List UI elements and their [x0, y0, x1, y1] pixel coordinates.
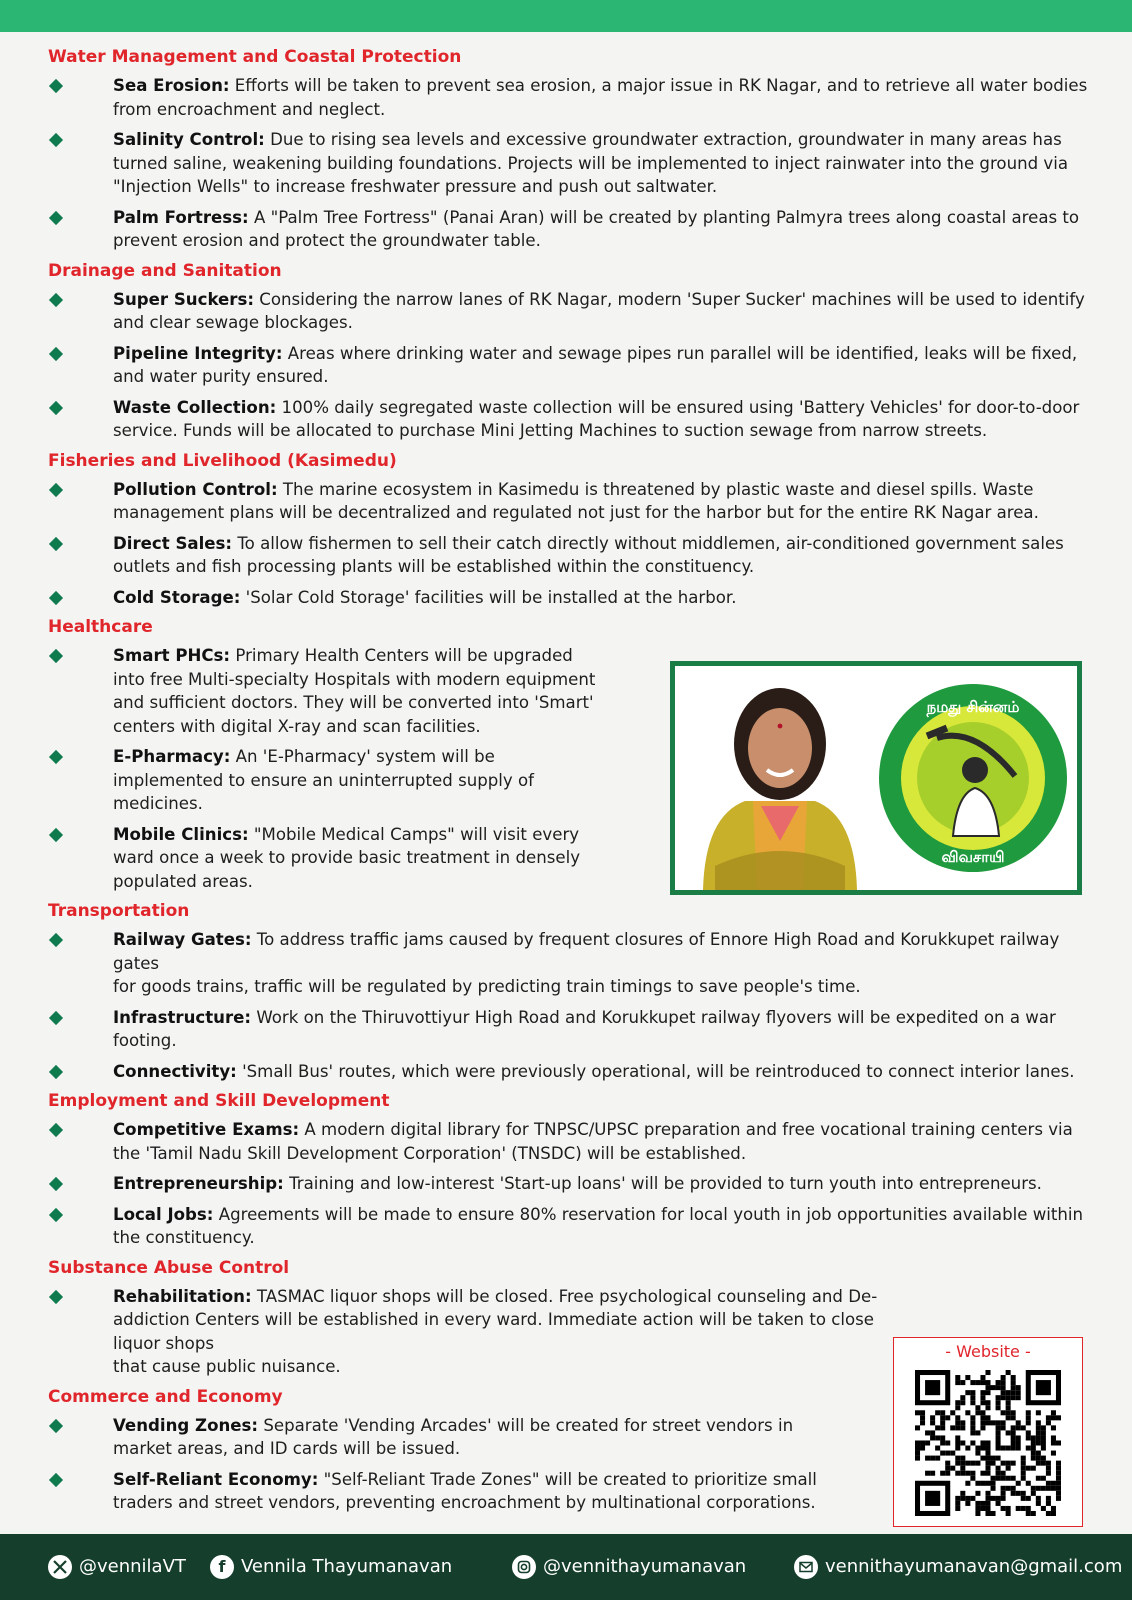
diamond-bullet-icon [49, 1418, 63, 1432]
item-text: 100% daily segregated waste collection will be ensured using 'Battery Vehicles' for door-to-door service. Funds will be allocated to purchase Mini Jetting Machines to suction sewage from narrow streets. [113, 397, 1080, 440]
list-item [48, 128, 1088, 199]
list-item [48, 396, 1088, 443]
item-label: Rehabilitation: [113, 1286, 252, 1306]
item-text: Work on the Thiruvottiyur High Road and Korukkupet railway flyovers will be expedited on a war footing. [113, 1007, 1056, 1050]
instagram-handle: @vennithayumanavan [543, 1556, 747, 1577]
list-item [48, 1118, 1088, 1165]
list-item [48, 1006, 1088, 1053]
section-title: Substance Abuse Control [48, 1257, 290, 1278]
item-label: Salinity Control: [113, 130, 265, 149]
diamond-bullet-icon [49, 1123, 63, 1137]
item-text: A "Palm Tree Fortress" (Panai Aran) will be created by planting Palmyra trees along coastal areas to prevent erosion and protect the groundwater table. [113, 207, 1080, 250]
list-item [48, 1172, 1088, 1196]
section-title: Commerce and Economy [48, 1386, 283, 1407]
item-label: Super Suckers: [113, 289, 254, 309]
diamond-bullet-icon [49, 536, 63, 550]
email-address: vennithayumanavan@gmail.com [825, 1556, 1123, 1577]
item-text-continued: that cause public nuisance. [113, 1357, 341, 1376]
list-item [48, 532, 1088, 579]
list-item [48, 1285, 888, 1379]
diamond-bullet-icon [49, 827, 63, 841]
diamond-bullet-icon [49, 1289, 63, 1303]
candidate-emblem-image [670, 661, 1082, 895]
diamond-bullet-icon [49, 79, 63, 93]
diamond-bullet-icon [49, 400, 63, 414]
item-label: Cold Storage: [113, 587, 241, 607]
item-label: Vending Zones: [113, 1415, 259, 1435]
qr-code-icon[interactable] [908, 1370, 1068, 1516]
item-text: TASMAC liquor shops will be closed. Free psychological counseling and De-addiction Centers will be established in every ward. Immediate action will be taken to close liquor shops [113, 1286, 878, 1353]
item-label: Direct Sales: [113, 533, 233, 553]
item-label: E-Pharmacy: [113, 747, 231, 766]
item-text: Primary Health Centers will be upgraded into free Multi-specialty Hospitals with modern equipment and sufficient doctors. They will be converted into 'Smart' centers with digital X-ray and scan facilities. [113, 646, 596, 736]
item-text-continued: for goods trains, traffic will be regulated by predicting train timings to save people's time. [113, 977, 861, 996]
diamond-bullet-icon [49, 1010, 63, 1024]
item-text: "Mobile Medical Camps" will visit every ward once a week to provide basic treatment in densely populated areas. [113, 824, 581, 891]
item-text: To address traffic jams caused by frequent closures of Ennore High Road and Korukkupet railway gates [113, 930, 1060, 973]
item-label: Sea Erosion: [113, 76, 230, 95]
diamond-bullet-icon [49, 346, 63, 360]
email-icon [794, 1555, 818, 1579]
diamond-bullet-icon [49, 482, 63, 496]
diamond-bullet-icon [49, 1064, 63, 1078]
facebook-name: Vennila Thayumanavan [241, 1556, 453, 1577]
candidate-photo-illustration [675, 666, 1077, 890]
item-text: An 'E-Pharmacy' system will be implemented to ensure an uninterrupted supply of medicines. [113, 747, 534, 813]
item-label: Pipeline Integrity: [113, 343, 283, 363]
list-item [48, 478, 1088, 525]
list-item [48, 823, 603, 894]
item-label: Palm Fortress: [113, 207, 249, 227]
diamond-bullet-icon [49, 1177, 63, 1191]
item-text: To allow fishermen to sell their catch directly without middlemen, air-conditioned government sales outlets and fish processing plants will be established within the constituency. [113, 533, 1064, 576]
item-text: Efforts will be taken to prevent sea erosion, a major issue in RK Nagar, and to retrieve all water bodies from encroachment and neglect. [113, 76, 1088, 119]
emblem-bottom-text: விவசாயி [941, 848, 1005, 866]
item-label: Local Jobs: [113, 1204, 214, 1224]
diamond-bullet-icon [49, 292, 63, 306]
item-label: Connectivity: [113, 1061, 237, 1081]
facebook-icon: f [210, 1555, 234, 1579]
diamond-bullet-icon [49, 590, 63, 604]
section-title: Water Management and Coastal Protection [48, 47, 462, 67]
diamond-bullet-icon [49, 210, 63, 224]
diamond-bullet-icon [49, 649, 63, 663]
top-accent-bar [0, 0, 1132, 32]
item-label: Mobile Clinics: [113, 824, 249, 844]
item-label: Waste Collection: [113, 397, 277, 417]
candidate-portrait [703, 688, 857, 890]
item-text: Areas where drinking water and sewage pipes run parallel will be identified, leaks will be fixed, and water purity ensured. [113, 343, 1078, 386]
item-text: Due to rising sea levels and excessive groundwater extraction, groundwater in many areas has turned saline, weakening building foundations. Projects will be implemented to inject rainwater into the ground via "Injection Wells" to increase freshwater pressure and push out saltwater. [113, 130, 1069, 196]
item-label: Competitive Exams: [113, 1120, 300, 1139]
item-label: Railway Gates: [113, 930, 252, 949]
footer-bar [0, 1534, 1132, 1600]
item-text: "Self-Reliant Trade Zones" will be created to prioritize small traders and street vendors, preventing encroachment by multinational corporations. [113, 1469, 817, 1512]
section-title: Fisheries and Livelihood (Kasimedu) [48, 450, 397, 471]
list-item [48, 1468, 838, 1515]
instagram-icon [512, 1555, 536, 1579]
list-item [48, 342, 1088, 389]
list-item [48, 288, 1088, 335]
item-text: The marine ecosystem in Kasimedu is threatened by plastic waste and diesel spills. Waste management plans will be decentralized and regulated not just for the harbor but for the entire RK Nagar area. [113, 479, 1039, 522]
list-item [48, 644, 603, 738]
emblem-top-text: நமது சின்னம் [926, 698, 1020, 716]
x-logo-icon [48, 1555, 72, 1579]
facebook-link[interactable] [210, 1555, 452, 1579]
section-title: Healthcare [48, 617, 153, 637]
item-label: Self-Reliant Economy: [113, 1469, 319, 1489]
list-item [48, 745, 603, 816]
qr-label: - Website - [945, 1342, 1031, 1361]
section-title: Employment and Skill Development [48, 1091, 390, 1111]
item-label: Entrepreneurship: [113, 1174, 284, 1193]
item-text: Separate 'Vending Arcades' will be created for street vendors in market areas, and ID cards will be issued. [113, 1415, 794, 1458]
diamond-bullet-icon [49, 750, 63, 764]
item-text: Agreements will be made to ensure 80% reservation for local youth in job opportunities available within the constituency. [113, 1204, 1084, 1247]
x-social-link[interactable] [48, 1555, 186, 1579]
instagram-link[interactable] [512, 1555, 746, 1579]
list-item [48, 586, 1088, 610]
list-item [48, 74, 1088, 121]
website-qr-panel[interactable] [893, 1337, 1083, 1527]
section-title: Drainage and Sanitation [48, 260, 282, 281]
list-item [48, 1060, 1088, 1084]
diamond-bullet-icon [49, 133, 63, 147]
list-item [48, 1203, 1088, 1250]
list-item [48, 1414, 838, 1461]
email-link[interactable] [794, 1555, 1122, 1579]
item-text: A modern digital library for TNPSC/UPSC preparation and free vocational training centers via the 'Tamil Nadu Skill Development Corporation' (TNSDC) will be established. [113, 1120, 1073, 1163]
list-item [48, 206, 1088, 253]
item-label: Smart PHCs: [113, 646, 231, 665]
item-label: Infrastructure: [113, 1007, 252, 1027]
section-title: Transportation [48, 901, 190, 921]
item-label: Pollution Control: [113, 479, 278, 499]
x-handle: @vennilaVT [79, 1556, 186, 1577]
item-text: Considering the narrow lanes of RK Nagar, modern 'Super Sucker' machines will be used to identify and clear sewage blockages. [113, 289, 1085, 332]
diamond-bullet-icon [49, 1472, 63, 1486]
item-text: 'Small Bus' routes, which were previously operational, will be reintroduced to connect interior lanes. [236, 1061, 1075, 1081]
diamond-bullet-icon [49, 933, 63, 947]
diamond-bullet-icon [49, 1207, 63, 1221]
item-text: 'Solar Cold Storage' facilities will be installed at the harbor. [240, 587, 737, 607]
item-text: Training and low-interest 'Start-up loans' will be provided to turn youth into entrepreneurs. [283, 1174, 1042, 1193]
list-item [48, 928, 1088, 999]
